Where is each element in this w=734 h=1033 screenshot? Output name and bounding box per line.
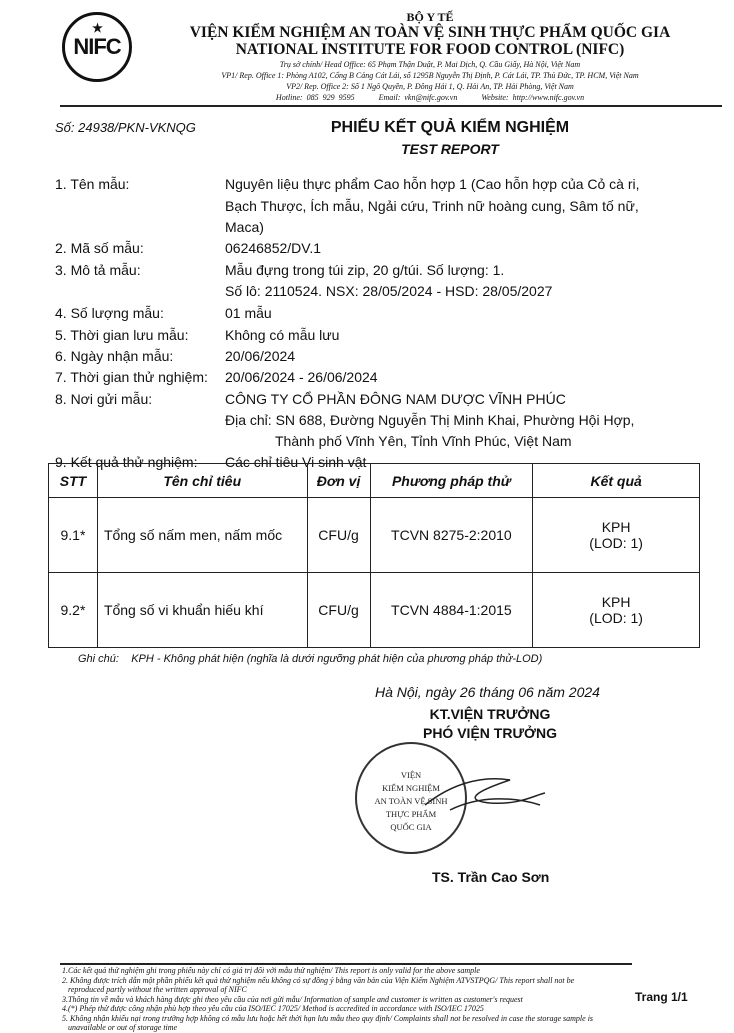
col-stt: STT [49,464,98,498]
footnote: unavailable or out of storage time [62,1023,178,1032]
field-label: 4. Số lượng mẫu: [55,305,164,321]
office-1: VP1/ Rep. Office 1: Phòng A102, Cổng B Cảng Cát Lái, số 1295B Nguyễn Thị Định, P. Cát Lái, TP. Thủ Đức, TP. HCM, Việt Nam [221,71,639,80]
col-name: Tên chỉ tiêu [97,464,307,498]
col-unit: Đơn vị [307,464,370,498]
office-2: VP2/ Rep. Office 2: Số 1 Ngô Quyền, P. Đông Hải 1, Q. Hải An, TP. Hải Phòng, Việt Nam [286,82,574,91]
sign-title-2: PHÓ VIỆN TRƯỞNG [422,725,557,741]
field-label: 2. Mã số mẫu: [55,240,144,256]
official-stamp: VIỆN KIỂM NGHIỆM AN TOÀN VỆ SINH THỰC PHẨM QUỐC GIA [355,742,467,854]
field-value: CÔNG TY CỔ PHẦN ĐÔNG NAM DƯỢC VĨNH PHÚC [225,391,566,407]
sign-title-1: KT.VIỆN TRƯỞNG [429,706,551,722]
signer-name: TS. Trần Cao Sơn [432,869,550,885]
contacts: Hotline: 085 929 9595 Email: vkn@nifc.gov.vn Website: http://www.nifc.gov.vn [275,93,585,102]
field-value: Mẫu đựng trong túi zip, 20 g/túi. Số lượng: 1. [225,262,505,278]
field-value: 01 mẫu [225,305,272,321]
field-value: Maca) [225,219,264,235]
field-value: Các chỉ tiêu Vi sinh vật [225,454,367,470]
results-table [48,463,700,648]
table-row: 9.2* Tổng số vi khuẩn hiếu khí CFU/g TCVN 4884-1:2015 KPH (LOD: 1) [49,573,700,648]
field-label: 7. Thời gian thử nghiệm: [55,369,208,385]
field-value: 06246852/DV.1 [225,240,322,256]
footnote: 1.Các kết quả thử nghiệm ghi trong phiếu này chỉ có giá trị đối với mẫu thử nghiệm/ This report is only valid for the above sample [62,966,480,975]
field-value: 20/06/2024 - 26/06/2024 [225,369,378,385]
handwritten-signature [420,765,550,825]
footnote: 3.Thông tin về mẫu và khách hàng được ghi theo yêu cầu của nơi gửi mẫu/ Information of sample and customer is written as customer's request [62,994,523,1004]
sign-date: Hà Nội, ngày 26 tháng 06 năm 2024 [375,684,600,700]
institute-vi: VIỆN KIỂM NGHIỆM AN TOÀN VỆ SINH THỰC PHẨM QUỐC GIA [189,24,671,41]
head-office: Trụ sở chính/ Head Office: 65 Phạm Thận Duật, P. Mai Dịch, Q. Cầu Giấy, Hà Nội, Việt Nam [279,60,581,69]
field-value: Nguyên liệu thực phẩm Cao hỗn hợp 1 (Cao hỗn hợp của Cỏ cà ri, [225,176,640,192]
nifc-logo: ★ NIFC [62,12,132,82]
star-icon: ★ [92,21,102,35]
footnotes [62,966,593,1033]
field-value: Số lô: 2110524. NSX: 28/05/2024 - HSD: 28/05/2027 [225,283,553,299]
field-value: Thành phố Vĩnh Yên, Tỉnh Vĩnh Phúc, Việt Nam [275,433,572,449]
footnote: 4.(*) Phép thử được công nhận phù hợp theo yêu cầu của ISO/IEC 17025/ Method is accredited in accordance with ISO/IEC 17025 [62,1004,484,1013]
field-label: 9. Kết quả thử nghiệm: [55,454,198,470]
table-header [49,464,700,498]
doc-number: Số: 24938/PKN-VKNQG [55,120,196,135]
field-label: 1. Tên mẫu: [55,176,130,192]
field-label: 5. Thời gian lưu mẫu: [55,327,189,343]
field-value: Bạch Thược, Ích mẫu, Ngải cứu, Trinh nữ hoàng cung, Sâm tố nữ, [225,198,639,214]
footnote: reproduced partly without the written approval of NIFC [62,985,247,994]
field-label: 6. Ngày nhận mẫu: [55,348,174,364]
institute-en: NATIONAL INSTITUTE FOR FOOD CONTROL (NIFC) [235,41,625,58]
col-result: Kết quả [533,464,700,498]
page-number: Trang 1/1 [635,990,688,1004]
title-vi: PHIẾU KẾT QUẢ KIỂM NGHIỆM [330,119,570,136]
field-value: Địa chỉ: SN 688, Đường Nguyễn Thị Minh Khai, Phường Hội Hợp, [225,412,635,428]
note: Ghi chú: KPH - Không phát hiện (nghĩa là dưới ngưỡng phát hiện của phương pháp thử-LOD) [78,653,543,665]
footnote: 2. Không được trích dẫn một phần phiếu kết quả thử nghiệm nếu không có sự đồng ý bằng văn bản của Viện Kiểm Nghiệm ATVSTPQG/ This report shall not be [62,975,575,985]
field-value: Không có mẫu lưu [225,327,340,343]
header-divider [60,105,722,107]
field-value: 20/06/2024 [225,348,296,364]
col-method: Phương pháp thử [370,464,533,498]
field-label: 3. Mô tả mẫu: [55,262,141,278]
title-en: TEST REPORT [401,141,499,157]
footer-divider [60,963,632,965]
footnote: 5. Không nhận khiếu nại trong trường hợp không có mẫu lưu hoặc hết thời hạn lưu mẫu theo quy định/ Complaints shall not be resolved in case the storage sample is [62,1013,594,1023]
ministry: BỘ Y TẾ [406,10,454,24]
table-row: 9.1* Tổng số nấm men, nấm mốc CFU/g TCVN 8275-2:2010 KPH (LOD: 1) [49,498,700,573]
field-label: 8. Nơi gửi mẫu: [55,391,153,407]
